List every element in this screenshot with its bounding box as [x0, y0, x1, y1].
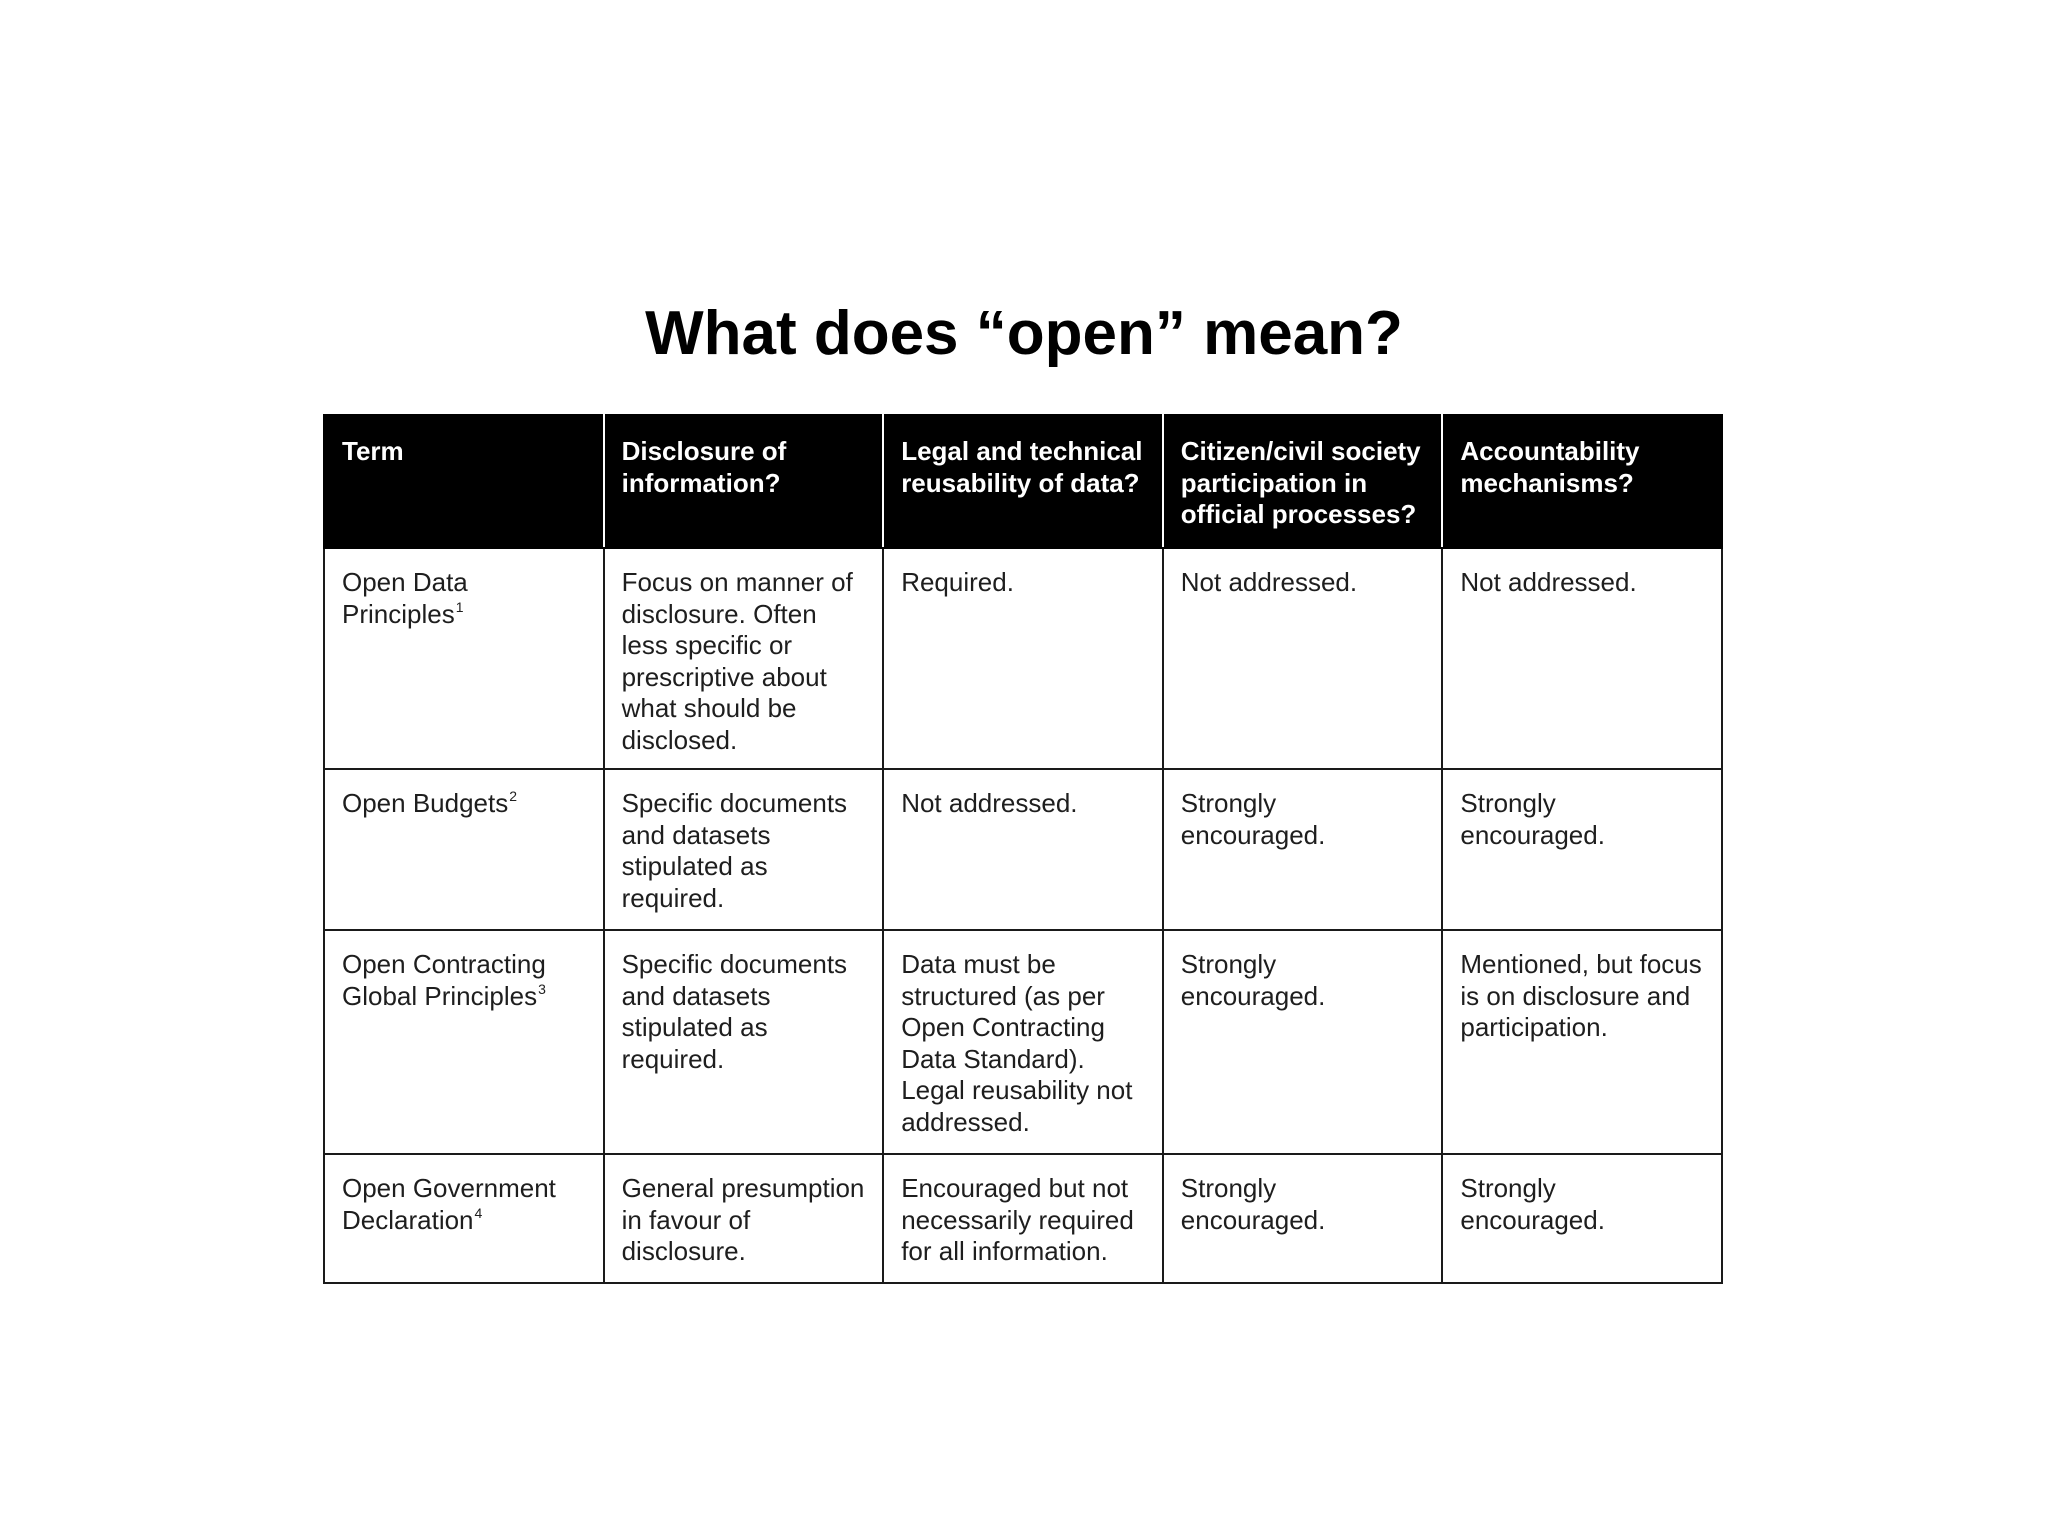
footnote-marker: 1 — [455, 598, 464, 615]
disclosure-cell: Specific documents and datasets stipulated as required. — [604, 930, 884, 1154]
footnote-marker: 2 — [509, 788, 518, 804]
table-row — [324, 548, 1722, 769]
table-row — [324, 930, 1722, 1154]
term-label: Open Data Principles — [342, 567, 468, 629]
reusability-cell: Not addressed. — [883, 769, 1163, 930]
reusability-cell: Encouraged but not necessarily required for all information. — [883, 1154, 1163, 1283]
header-term: Term — [324, 415, 604, 548]
header-reusability: Legal and technical reusability of data? — [883, 415, 1163, 548]
reusability-cell: Required. — [883, 548, 1163, 769]
table-header-row — [324, 415, 1722, 548]
disclosure-cell: Focus on manner of disclosure. Often less specific or prescriptive about what should be disclosed. — [604, 548, 884, 769]
header-accountability: Accountability mechanisms? — [1442, 415, 1722, 548]
accountability-cell: Strongly encouraged. — [1442, 1154, 1722, 1283]
participation-cell: Not addressed. — [1163, 548, 1443, 769]
accountability-cell: Strongly encouraged. — [1442, 769, 1722, 930]
term-cell — [324, 548, 604, 769]
slide-title: What does “open” mean? — [645, 299, 1403, 368]
footnote-marker: 3 — [538, 980, 546, 997]
term-cell — [324, 930, 604, 1154]
disclosure-cell: Specific documents and datasets stipulated as required. — [604, 769, 884, 930]
participation-cell: Strongly encouraged. — [1163, 1154, 1443, 1283]
header-disclosure: Disclosure of information? — [604, 415, 884, 548]
term-label: Open Government Declaration — [342, 1173, 556, 1235]
reusability-cell: Data must be structured (as per Open Contracting Data Standard). Legal reusability not addressed. — [883, 930, 1163, 1154]
footnote-marker: 4 — [474, 1204, 483, 1221]
term-cell — [324, 1154, 604, 1283]
term-cell — [324, 769, 604, 930]
term-label: Open Contracting Global Principles — [342, 949, 546, 1011]
disclosure-cell: General presumption in favour of disclosure. — [604, 1154, 884, 1283]
table-row — [324, 1154, 1722, 1283]
participation-cell: Strongly encouraged. — [1163, 769, 1443, 930]
accountability-cell: Mentioned, but focus is on disclosure and participation. — [1442, 930, 1722, 1154]
header-participation: Citizen/civil society participation in official processes? — [1163, 415, 1443, 548]
term-label: Open Budgets — [342, 788, 509, 818]
accountability-cell: Not addressed. — [1442, 548, 1722, 769]
participation-cell: Strongly encouraged. — [1163, 930, 1443, 1154]
table-row — [324, 769, 1722, 930]
comparison-table — [323, 414, 1723, 1284]
